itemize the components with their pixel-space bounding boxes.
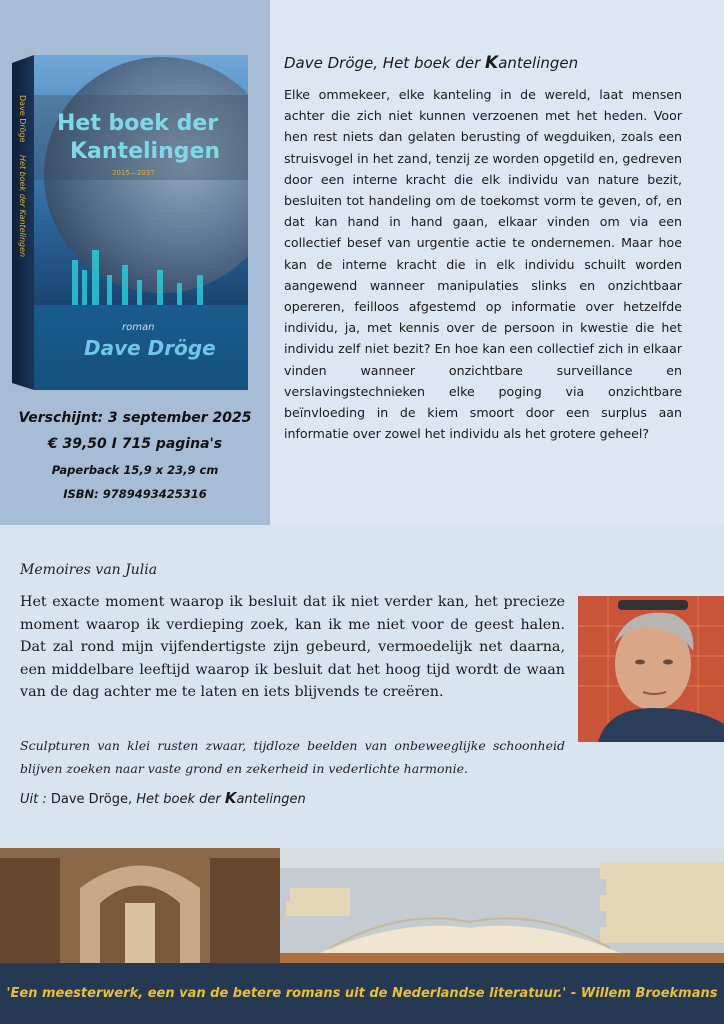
- source-line: [20, 789, 306, 807]
- isbn: ISBN: 9789493425316: [63, 487, 207, 501]
- cover-title-line2: Kantelingen: [70, 139, 221, 164]
- uit-title-prefix: Het boek der: [136, 792, 225, 807]
- review-quote: 'Een meesterwerk, een van de betere romans uit de Nederlandse literatuur.' - Willem Broekmans: [6, 986, 718, 1001]
- description-body: Elke ommekeer, elke kanteling in de wereld, laat mensen achter die zich niet kunnen verzoenen met het heden. Voor hen rest niets dan gelaten berusting of wegduiken, zoals een struisvogel in het zand, tenzij ze worden opgetild en, gedreven door een interne kracht die elk individu van nature bezit, besluiten tot handeling om de toekomst vorm te geven, of, en dat kan hand in hand gaan, elkaar vinden om via een collectief besef van urgentie actie te ondernemen. Maar hoe kan de interne kracht die in elk individu schuilt worden aangewend wanneer manipulaties slinks en onzichtbaar opereren, feilloos afgestemd op informatie over hetzelfde individu, ja, met kennis over de persoon in kwestie die het individu zelf niet bezit? En hoe kan een collectief zich in elkaar vinden wanneer onzichtbare surveillance en verslavingstechnieken elke poging via onzichtbare beïnvloeding in de kiem smoort door een surplus aan informatie over zowel het individu als het grotere geheel?: [284, 87, 682, 442]
- review-footer: [0, 963, 724, 1024]
- format: Paperback 15,9 x 23,9 cm: [51, 463, 219, 477]
- uit-title-suffix: antelingen: [236, 792, 306, 807]
- cover-years: 2015—2037: [112, 169, 155, 177]
- memoires-title: Memoires van Julia: [20, 562, 158, 578]
- spine-title: Het boek der Kantelingen: [18, 155, 27, 258]
- cover-title-line1: Het boek der: [57, 111, 219, 136]
- book-info: [0, 410, 270, 501]
- title-k: K: [485, 53, 499, 73]
- memoires-quote: Sculpturen van klei rusten zwaar, tijdloze beelden van onbeweeglijke schoonheid blijven zoeken naar vaste grond en zekerheid in vederlichte harmonie.: [20, 738, 565, 776]
- cover-genre: roman: [122, 322, 155, 333]
- title-suffix: antelingen: [498, 54, 579, 72]
- uit-title-k: K: [224, 789, 237, 807]
- uit-author: Dave Dröge,: [46, 792, 137, 807]
- description-title: [284, 53, 578, 73]
- cover-author: Dave Dröge: [84, 336, 216, 360]
- author-photo: [578, 596, 724, 742]
- spine-author: Dave Dröge: [18, 95, 27, 143]
- library-banner-image: [0, 848, 724, 963]
- title-prefix: Dave Dröge, Het boek der: [284, 54, 486, 72]
- price-pages: € 39,50 I 715 pagina's: [47, 436, 223, 452]
- book-cover-image: [12, 55, 248, 390]
- memoires-text: Het exacte moment waarop ik besluit dat ik niet verder kan, het precieze moment waarop ik verdieping zoek, kan ik me niet voor de geest halen. Dat zal rond mijn vijfendertigste zijn gebeurd, vermoedelijk net daarna, een middelbare leeftijd waarop ik besluit dat het hoog tijd wordt de waan van de dag achter me te laten en iets blijvends te creëren.: [20, 594, 565, 700]
- uit-label: Uit :: [20, 792, 47, 807]
- release-date: Verschijnt: 3 september 2025: [18, 410, 252, 426]
